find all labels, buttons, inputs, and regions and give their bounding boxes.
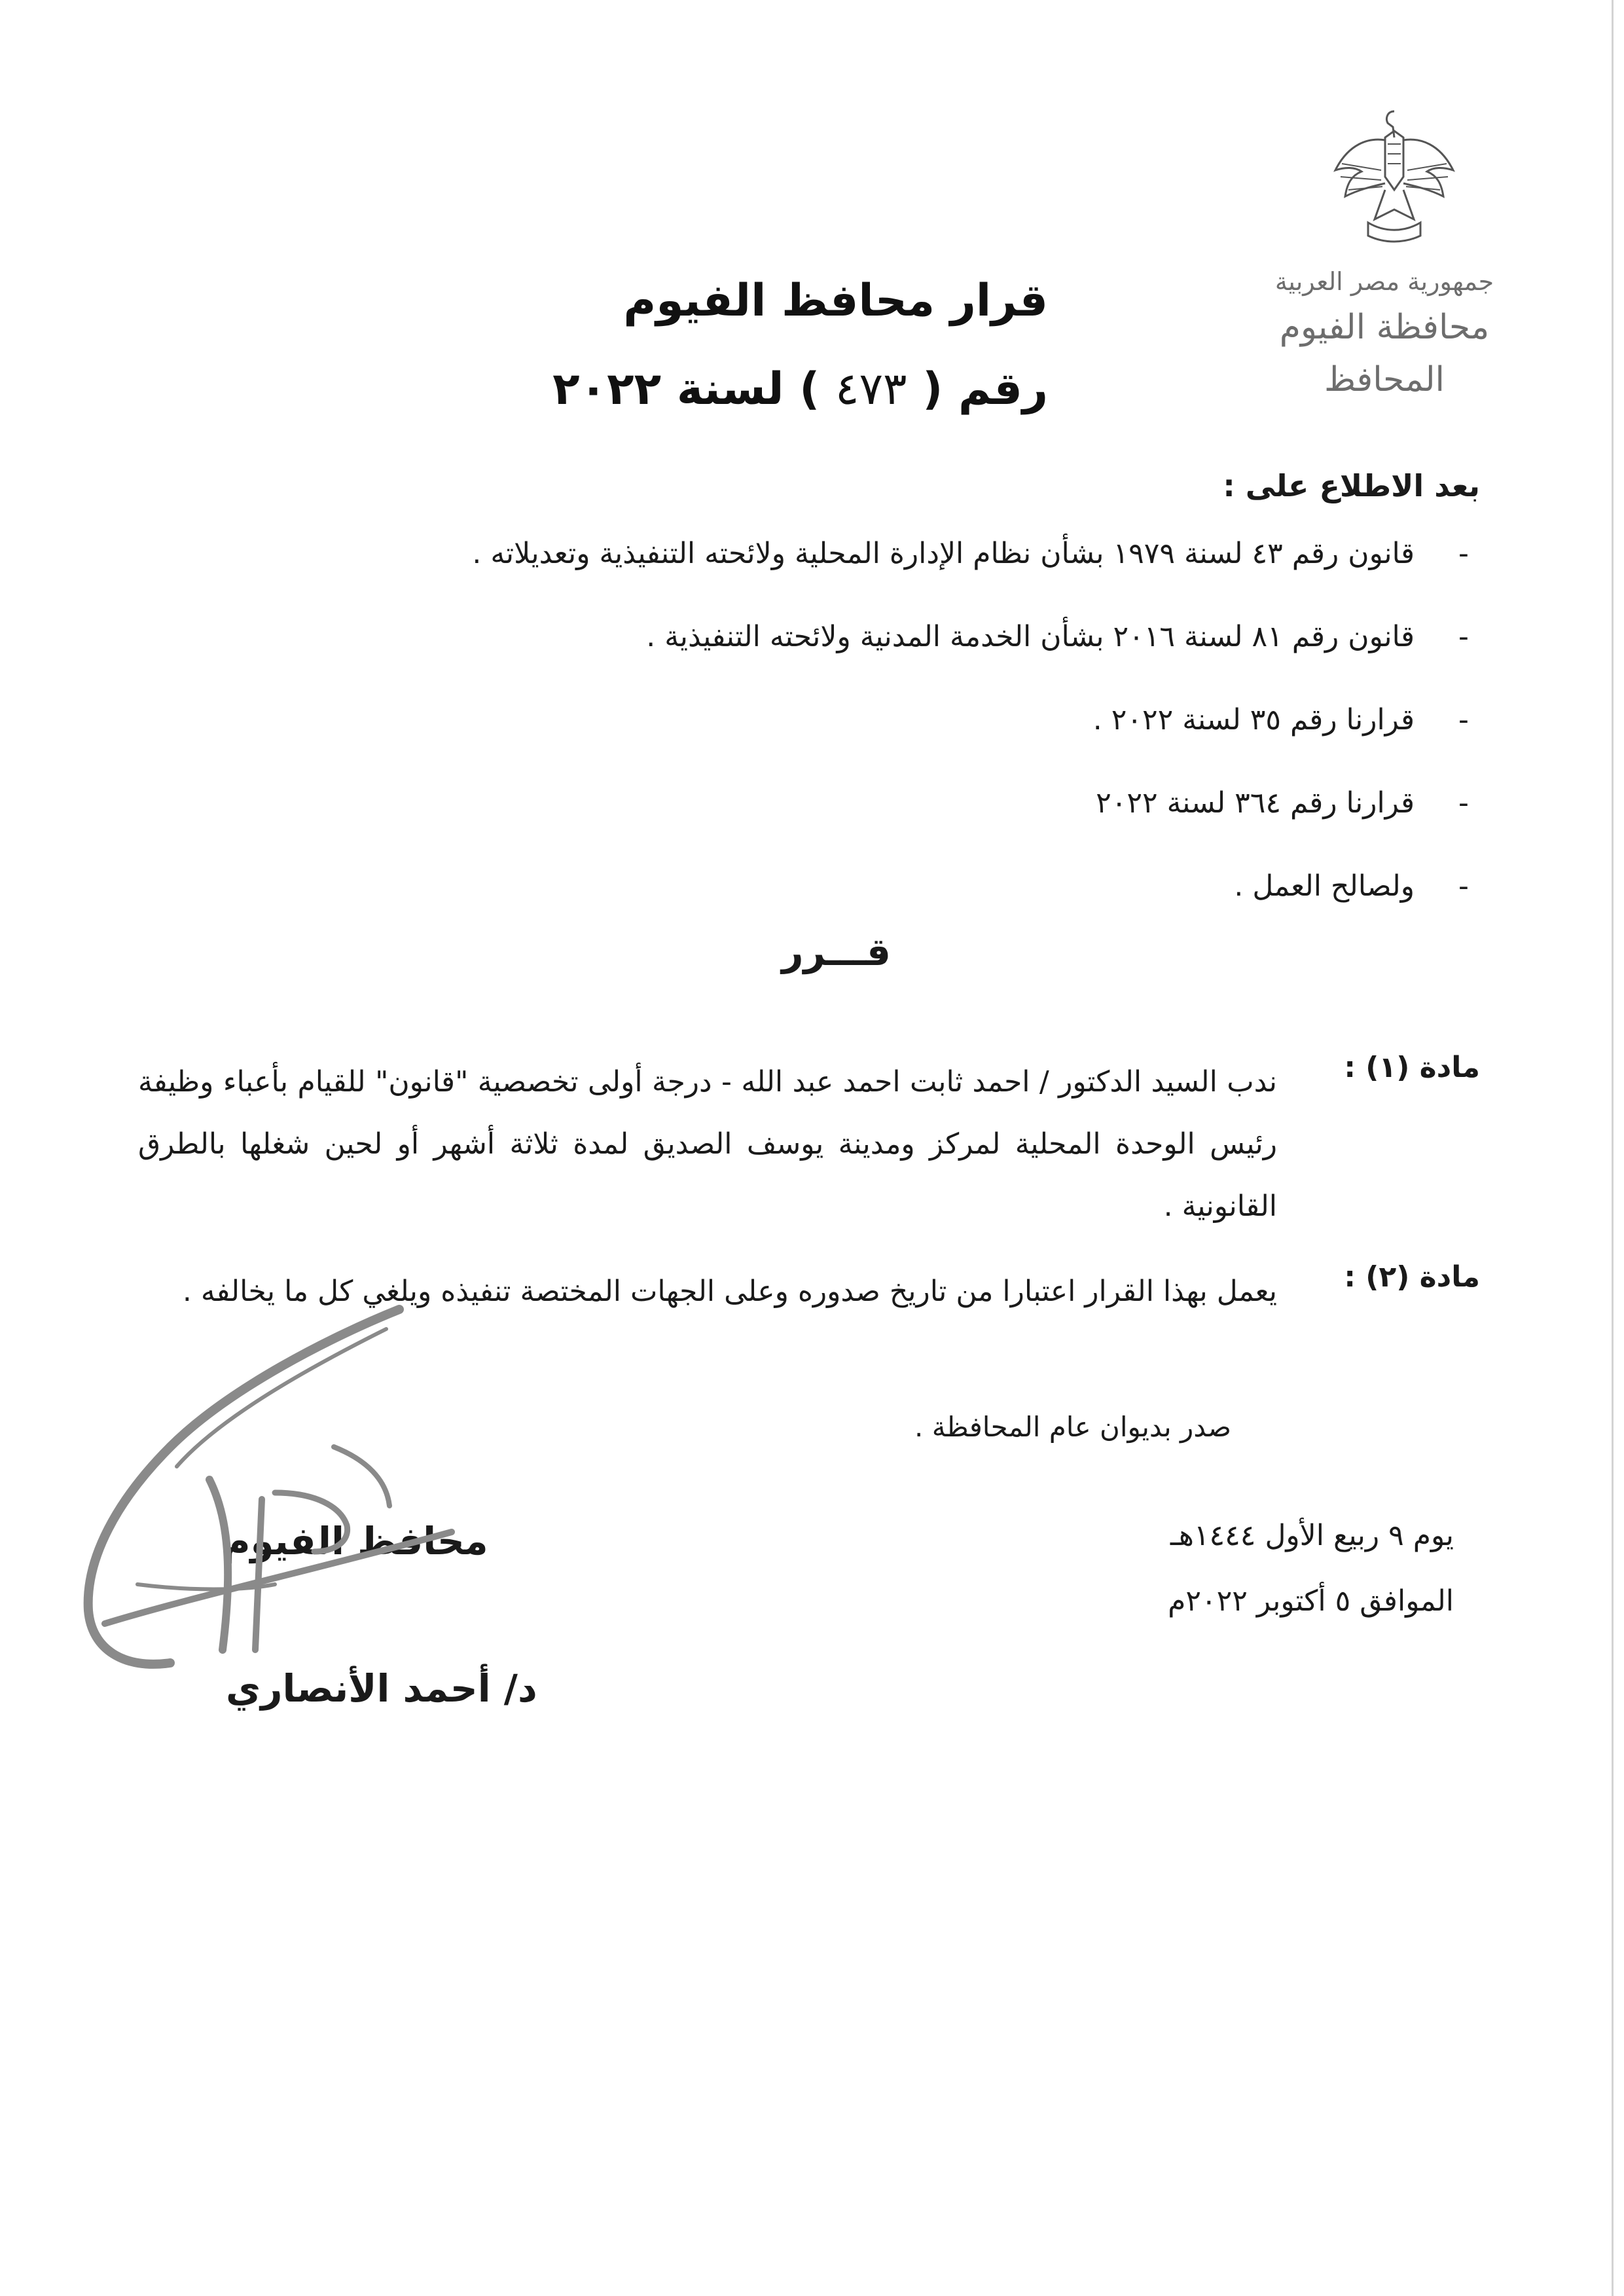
decision-heading: قـــرر — [782, 930, 891, 974]
reference-text: قرارنا رقم ٣٥ لسنة ٢٠٢٢ . — [1092, 703, 1415, 737]
hijri-year: ١٤٤٤هـ — [1170, 1519, 1256, 1552]
eagle-emblem-icon — [1322, 98, 1466, 255]
article-label: مادة (١) : — [1344, 1051, 1480, 1084]
gregorian-date — [1168, 1584, 1454, 1618]
article-label: مادة (٢) : — [1344, 1260, 1480, 1294]
decree-title: قرار محافظ الفيوم — [623, 275, 1048, 327]
bullet-dash: - — [1458, 786, 1469, 820]
gregorian-handwritten: ٥ أكتوبر — [1256, 1584, 1351, 1618]
decree-number-suffix: ) لسنة ٢٠٢٢ — [552, 363, 820, 415]
bullet-dash: - — [1458, 537, 1469, 570]
reference-text: قرارنا رقم ٣٦٤ لسنة ٢٠٢٢ — [1096, 786, 1415, 820]
hijri-date — [1170, 1519, 1454, 1552]
list-item — [171, 703, 1480, 786]
decree-number-prefix: رقم ( — [922, 363, 1048, 415]
handwritten-signature — [59, 1283, 648, 1741]
reference-text: قانون رقم ٤٣ لسنة ١٩٧٩ بشأن نظام الإدارة المحلية ولائحته التنفيذية وتعديلاته . — [472, 537, 1415, 570]
hijri-handwritten: ٩ ربيع الأول — [1265, 1519, 1404, 1552]
article-text: ندب السيد الدكتور / احمد ثابت احمد عبد الله - درجة أولى تخصصية "قانون" للقيام بأعباء وظيفة رئيس الوحدة المحلية لمركز ومدينة يوسف الصديق لمدة ثلاثة أشهر أو لحين شغلها بالطرق القانونية . — [138, 1065, 1277, 1223]
gregorian-label: الموافق — [1360, 1584, 1454, 1618]
decree-number-value: ٤٧٣ — [835, 363, 907, 415]
decree-number — [393, 363, 1048, 415]
reference-text: ولصالح العمل . — [1234, 869, 1415, 903]
gregorian-year: ٢٠٢٢م — [1168, 1584, 1248, 1618]
list-item — [171, 786, 1480, 869]
reference-text: قانون رقم ٨١ لسنة ٢٠١٦ بشأن الخدمة المدنية ولائحته التنفيذية . — [646, 620, 1415, 653]
references-list — [171, 537, 1480, 953]
issued-statement: صدر بديوان عام المحافظة . — [914, 1411, 1231, 1443]
article-text: يعمل بهذا القرار اعتبارا من تاريخ صدوره وعلى الجهات المختصة تنفيذه ويلغي كل ما يخالفه . — [182, 1275, 1277, 1308]
signatory-name: د/ أحمد الأنصاري — [226, 1666, 537, 1711]
list-item — [171, 620, 1480, 703]
governor-stamp — [1267, 262, 1502, 419]
page-edge — [1612, 0, 1614, 2296]
signatory-title: محافظ الفيوم — [223, 1519, 488, 1563]
bullet-dash: - — [1458, 869, 1469, 903]
stamp-governor: المحافظ — [1324, 360, 1445, 399]
preamble-heading: بعد الاطلاع على : — [1223, 468, 1480, 503]
stamp-governorate: محافظة الفيوم — [1279, 308, 1490, 347]
bullet-dash: - — [1458, 620, 1469, 653]
stamp-country: جمهورية مصر العربية — [1274, 267, 1494, 296]
day-label: يوم — [1413, 1519, 1454, 1552]
bullet-dash: - — [1458, 703, 1469, 737]
list-item — [171, 537, 1480, 620]
